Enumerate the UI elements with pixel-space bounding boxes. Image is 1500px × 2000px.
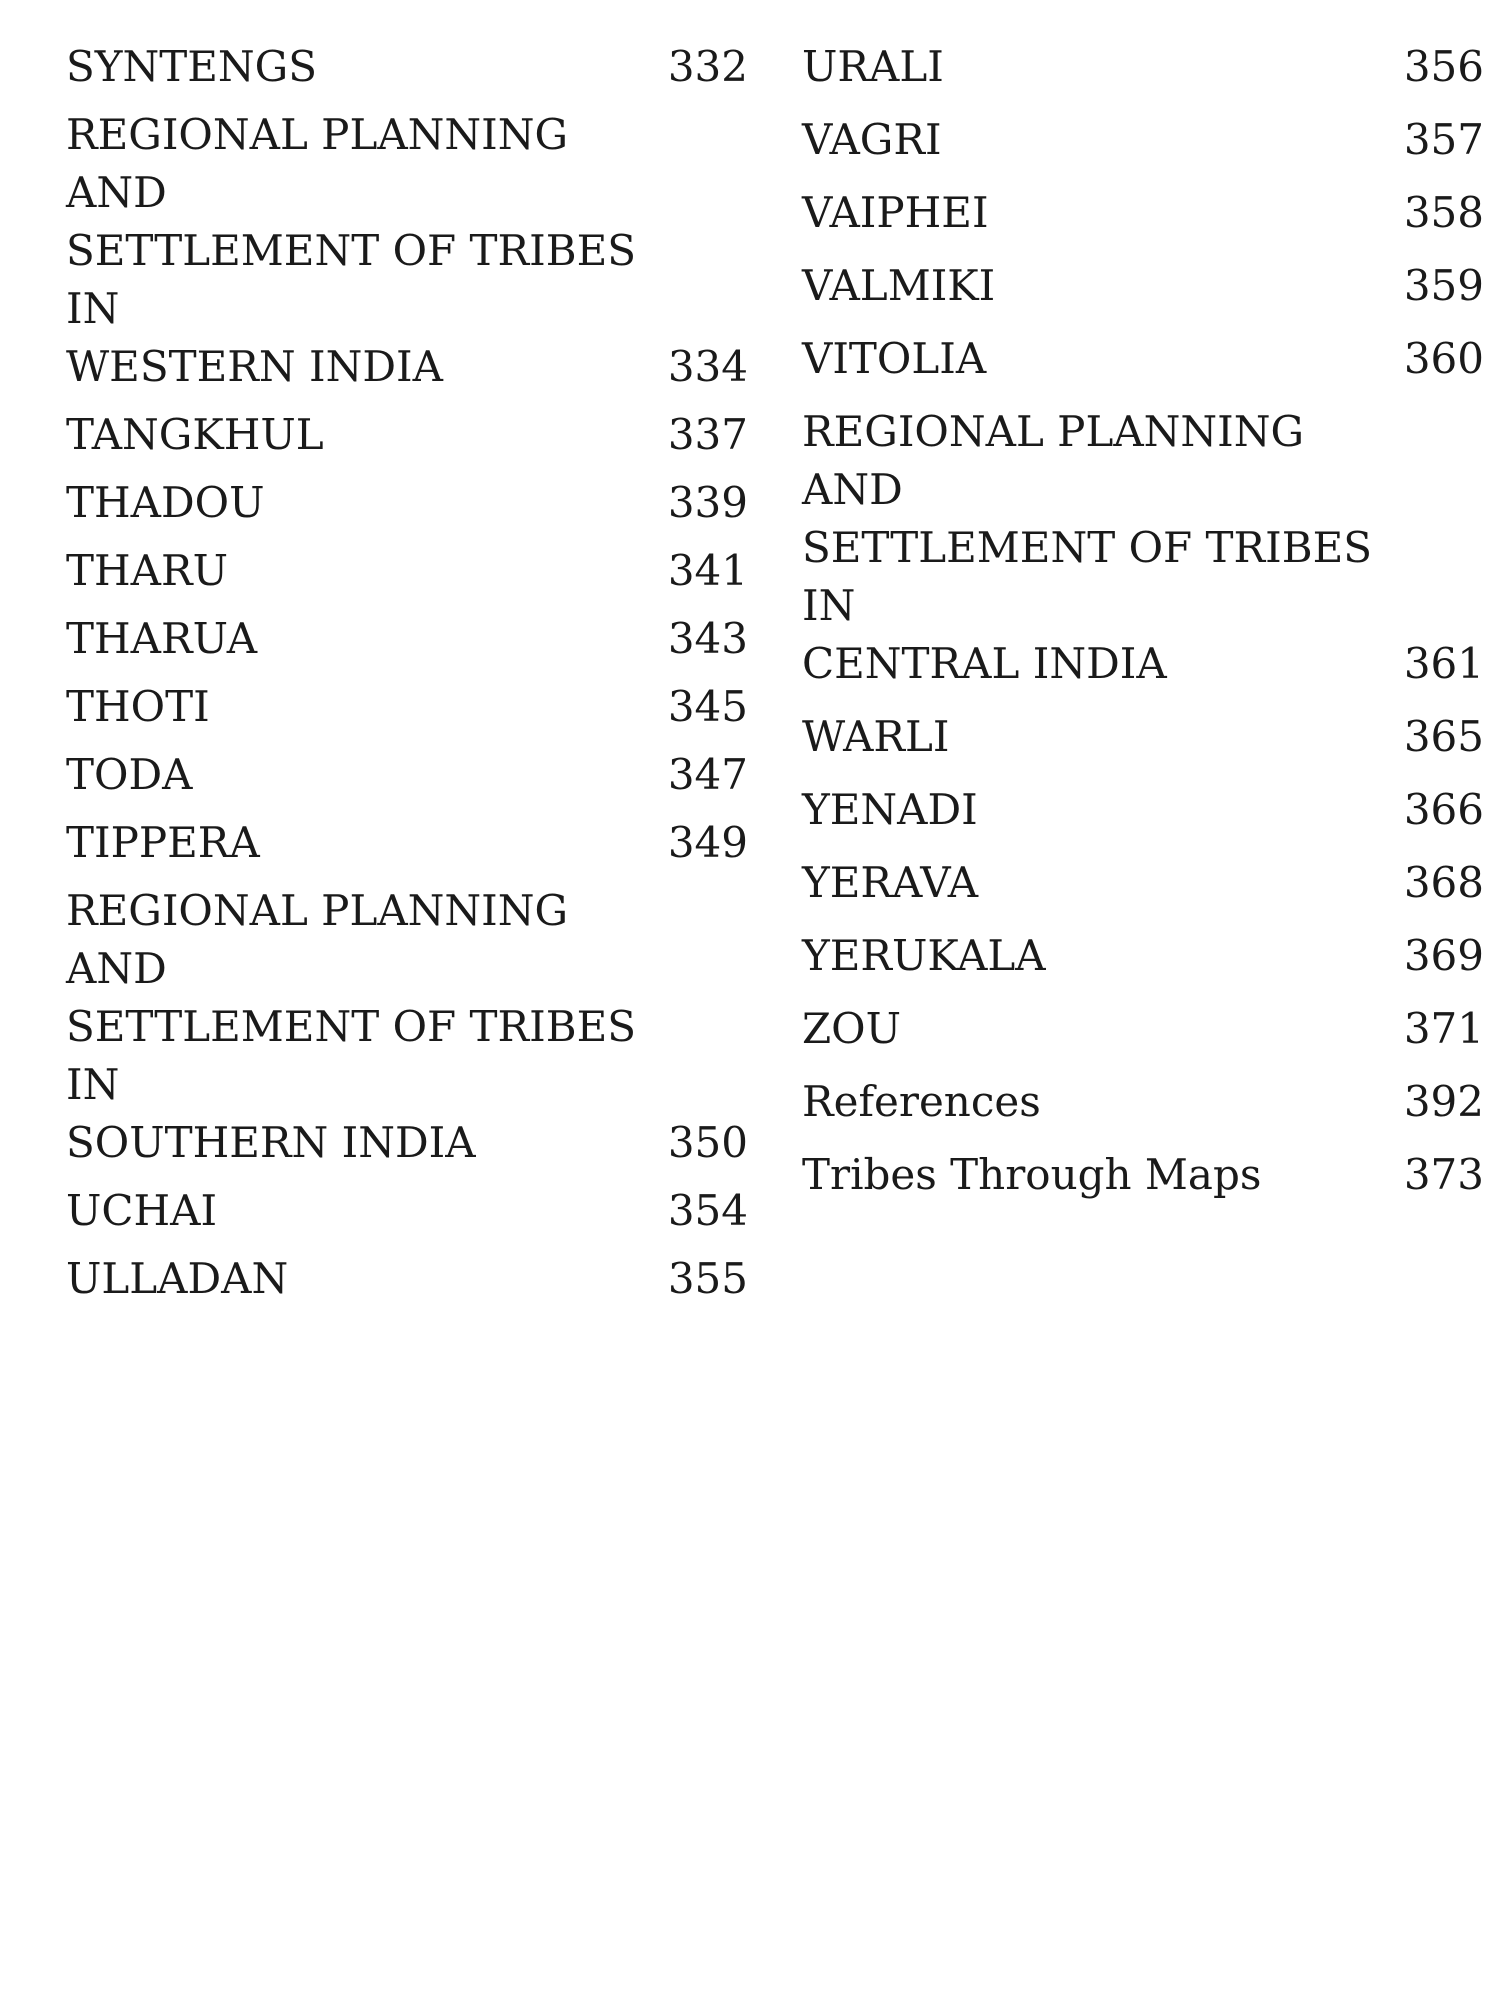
toc-entry (66, 814, 748, 872)
toc-entry (66, 1182, 748, 1240)
toc-entry (802, 854, 1484, 912)
toc-entry-page: 337 (667, 410, 748, 459)
toc-entry-page: 354 (667, 1186, 748, 1235)
toc-entry-title: References (802, 1077, 1041, 1126)
toc-entry-page: 369 (1403, 931, 1484, 980)
toc-entry-page: 349 (667, 818, 748, 867)
toc-entry-page: 373 (1403, 1150, 1484, 1199)
toc-entry (66, 38, 748, 96)
toc-entry (802, 111, 1484, 169)
toc-entry (66, 106, 748, 396)
toc-entry-title: ULLADAN (66, 1254, 289, 1303)
toc-entry (802, 927, 1484, 985)
toc-entry-page: 371 (1403, 1004, 1484, 1053)
toc-entry (802, 708, 1484, 766)
toc-entry-title: UCHAI (66, 1186, 218, 1235)
toc-entry (802, 257, 1484, 315)
toc-entry-title: TODA (66, 750, 193, 799)
toc-entry (802, 781, 1484, 839)
toc-entry-page: 343 (667, 614, 748, 663)
toc-entry-title: THADOU (66, 478, 265, 527)
toc-entry-page: 360 (1403, 334, 1484, 383)
toc-entry-page: 350 (667, 1118, 748, 1167)
toc-entry (66, 746, 748, 804)
toc-entry-page: 358 (1403, 188, 1484, 237)
toc-entry-title: VAIPHEI (802, 188, 989, 237)
toc-entry-page: 392 (1403, 1077, 1484, 1126)
toc-entry-title: YERAVA (802, 858, 979, 907)
toc-entry-page: 341 (667, 546, 748, 595)
toc-entry (66, 610, 748, 668)
toc-entry-title: THARUA (66, 614, 258, 663)
toc-entry-page: 332 (667, 42, 748, 91)
toc-entry-title: TANGKHUL (66, 410, 324, 459)
toc-entry-page: 355 (667, 1254, 748, 1303)
toc-left-column (66, 38, 748, 1318)
toc-entry-title: REGIONAL PLANNING AND SETTLEMENT OF TRIBES IN WESTERN INDIA (66, 110, 637, 391)
toc-entry-title: TIPPERA (66, 818, 260, 867)
toc-entry-title: Tribes Through Maps (802, 1150, 1262, 1199)
toc-entry (802, 403, 1484, 693)
toc-entry-page: 361 (1403, 639, 1484, 688)
toc-entry-title: REGIONAL PLANNING AND SETTLEMENT OF TRIBES IN SOUTHERN INDIA (66, 886, 637, 1167)
toc-entry (66, 1250, 748, 1308)
toc-entry-page: 339 (667, 478, 748, 527)
toc-entry-title: WARLI (802, 712, 950, 761)
toc-entry-title: VITOLIA (802, 334, 987, 383)
toc-entry (802, 1146, 1484, 1204)
toc-entry-title: SYNTENGS (66, 42, 317, 91)
toc-entry-page: 357 (1403, 115, 1484, 164)
toc-entry-page: 347 (667, 750, 748, 799)
toc-entry-page: 359 (1403, 261, 1484, 310)
toc-entry (802, 1073, 1484, 1131)
toc-entry-title: URALI (802, 42, 944, 91)
toc-entry-title: REGIONAL PLANNING AND SETTLEMENT OF TRIBES IN CENTRAL INDIA (802, 407, 1373, 688)
toc-entry-page: 365 (1403, 712, 1484, 761)
toc-entry-title: ZOU (802, 1004, 902, 1053)
toc-entry (802, 184, 1484, 242)
toc-entry-page: 368 (1403, 858, 1484, 907)
toc-entry-title: YENADI (802, 785, 978, 834)
toc-entry-page: 356 (1403, 42, 1484, 91)
toc-entry-title: VAGRI (802, 115, 942, 164)
toc-entry (66, 406, 748, 464)
toc-entry (802, 1000, 1484, 1058)
toc-entry (802, 330, 1484, 388)
toc-entry (66, 882, 748, 1172)
toc-entry (66, 678, 748, 736)
toc-right-column (802, 38, 1484, 1219)
toc-entry-page: 345 (667, 682, 748, 731)
toc-entry-title: YERUKALA (802, 931, 1046, 980)
toc-entry-page: 366 (1403, 785, 1484, 834)
toc-entry-title: THOTI (66, 682, 210, 731)
toc-entry-page: 334 (667, 342, 748, 391)
toc-entry (66, 542, 748, 600)
toc-entry (66, 474, 748, 532)
toc-entry-title: VALMIKI (802, 261, 996, 310)
toc-entry-title: THARU (66, 546, 228, 595)
toc-entry (802, 38, 1484, 96)
